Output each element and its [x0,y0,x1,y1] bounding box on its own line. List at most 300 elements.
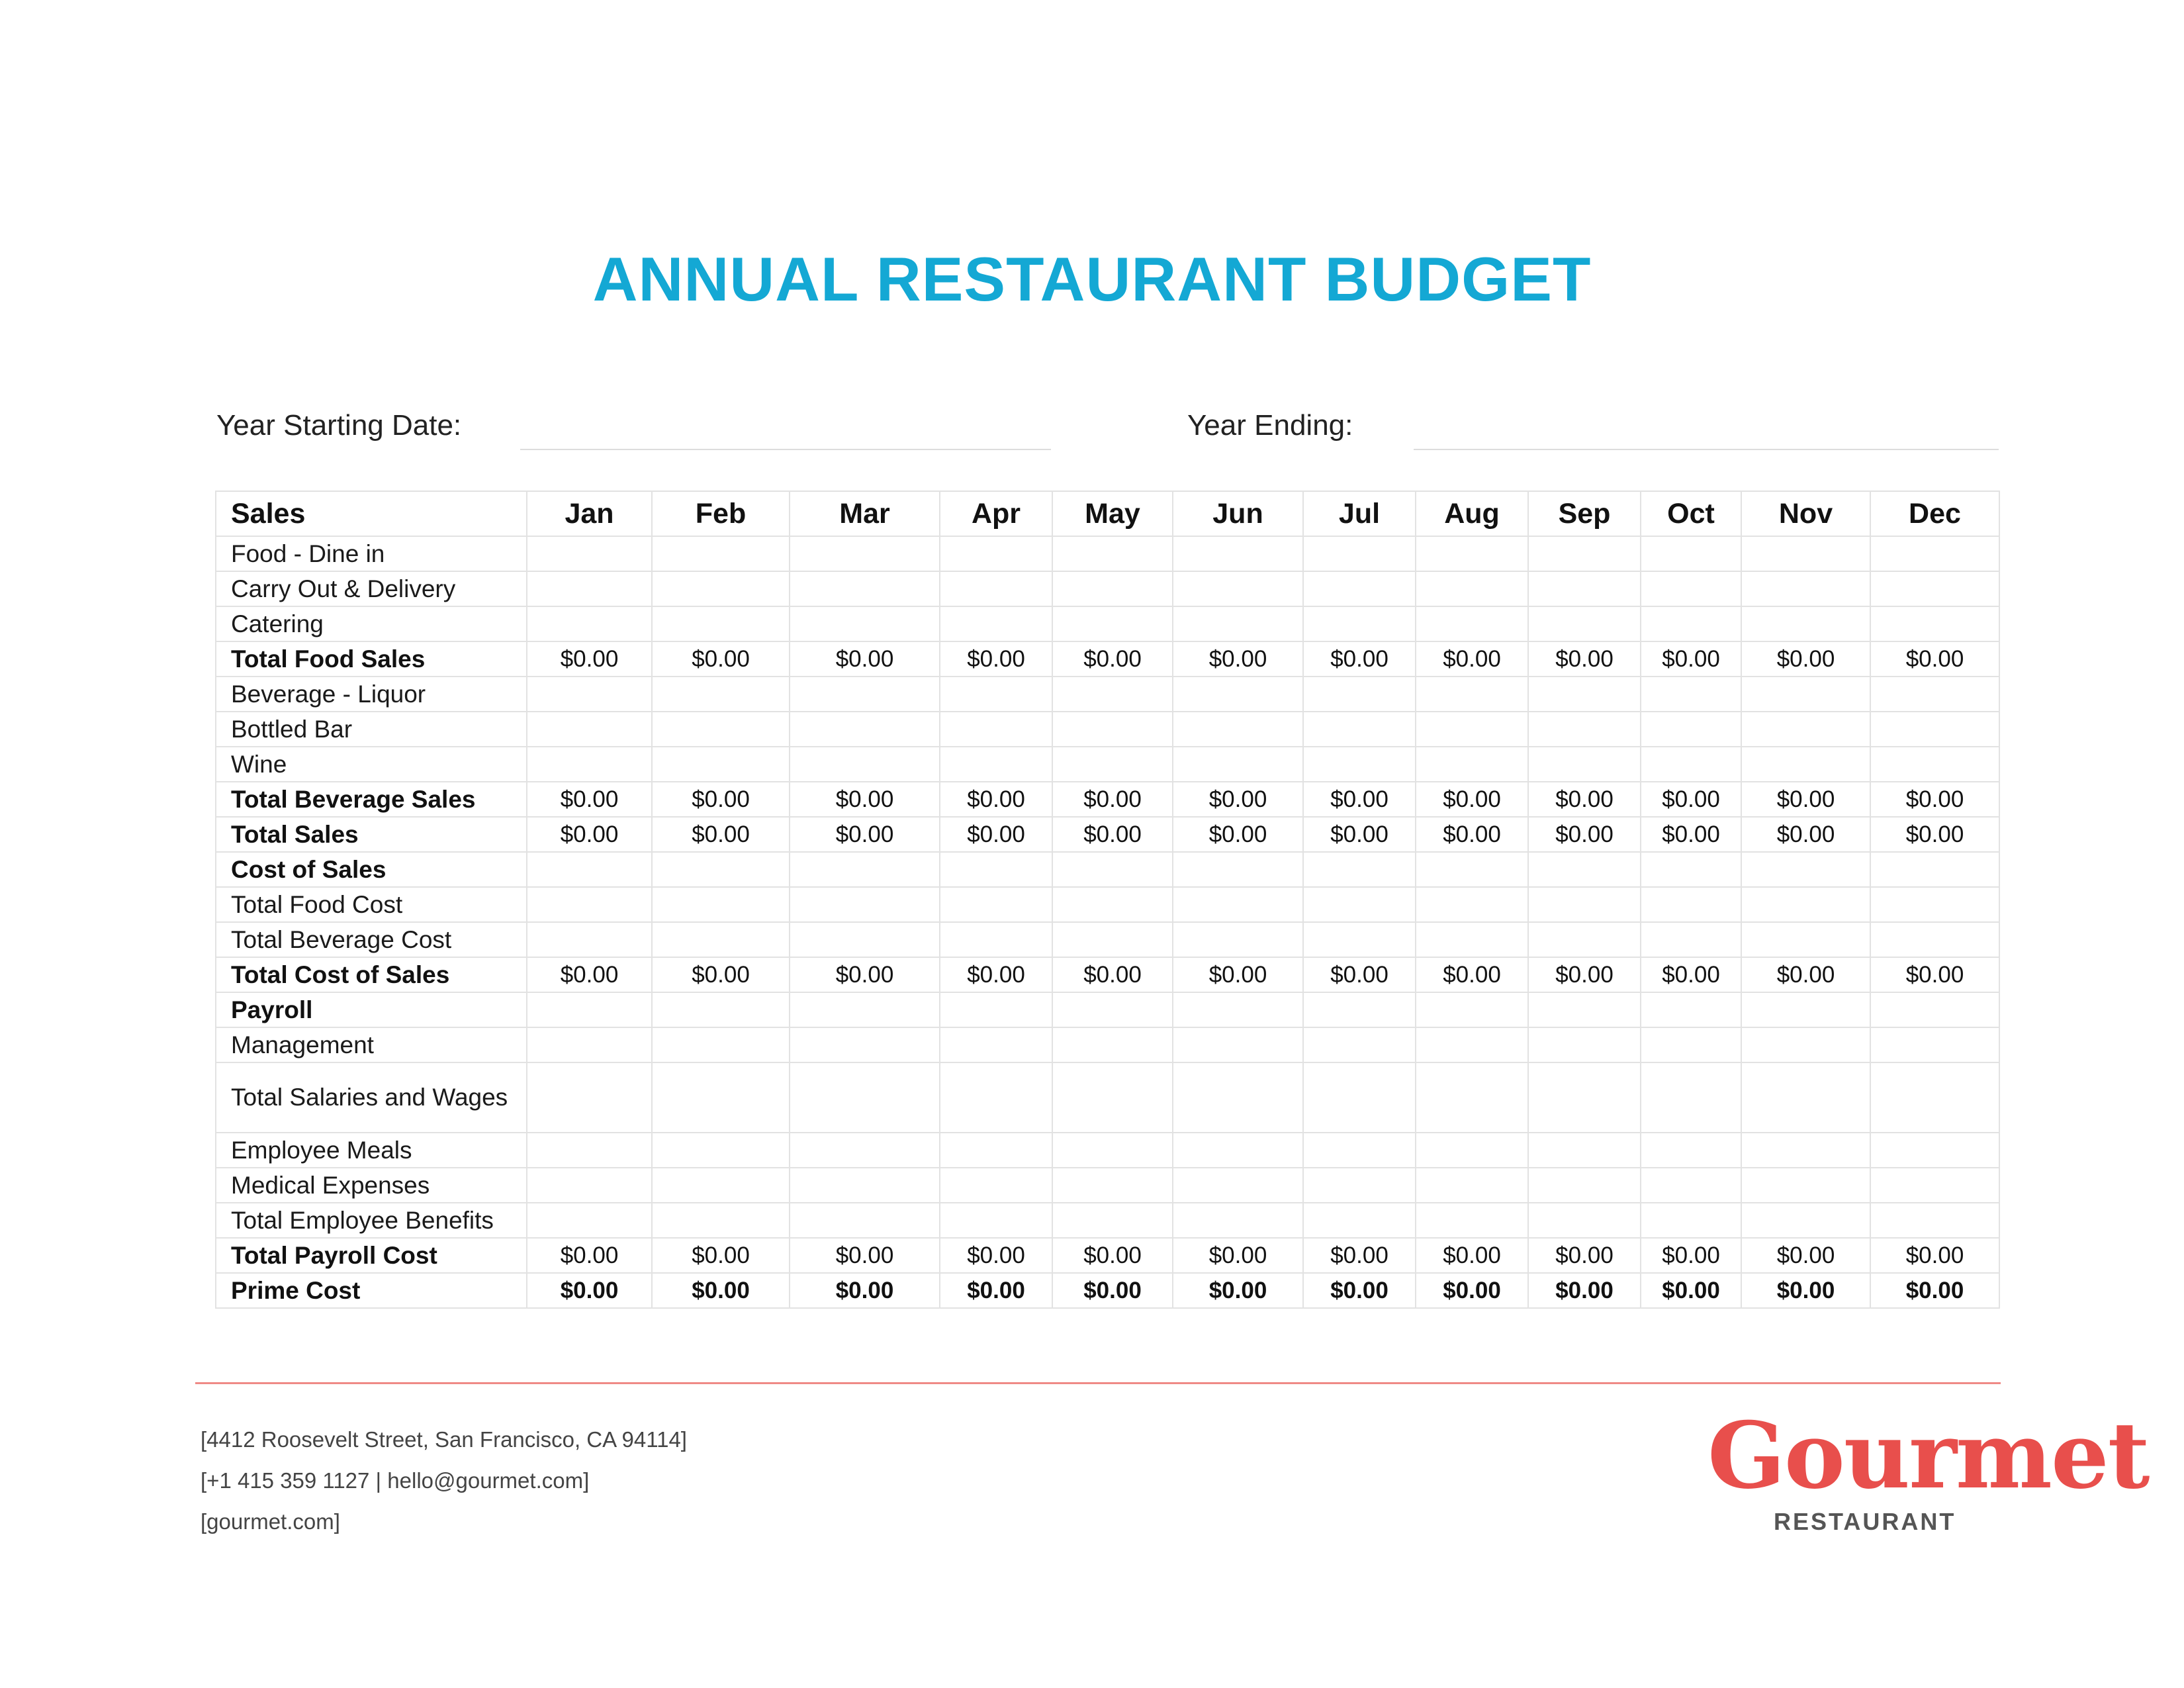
budget-cell[interactable] [1173,712,1303,747]
table-body [216,536,1999,1308]
budget-cell[interactable] [1052,1168,1173,1203]
footer-phone-email: [+1 415 359 1127 | hello@gourmet.com] [201,1468,590,1493]
budget-cell[interactable] [1416,1168,1528,1203]
budget-cell[interactable] [1052,1062,1173,1133]
budget-cell[interactable] [527,1027,652,1062]
budget-cell[interactable]: $0.00 [527,1238,652,1273]
budget-cell[interactable] [790,887,940,922]
budget-cell[interactable] [1528,712,1641,747]
budget-cell[interactable] [652,1168,790,1203]
budget-cell[interactable] [1528,1133,1641,1168]
row-label: Management [216,1027,527,1062]
budget-cell[interactable] [1416,1027,1528,1062]
budget-cell[interactable] [1641,1062,1741,1133]
budget-cell[interactable] [1528,1203,1641,1238]
budget-cell[interactable]: $0.00 [940,1238,1052,1273]
budget-cell[interactable] [652,747,790,782]
budget-cell[interactable]: $0.00 [527,817,652,852]
budget-cell[interactable]: $0.00 [1870,1238,1999,1273]
budget-cell[interactable] [1052,1027,1173,1062]
budget-cell[interactable] [1741,1203,1870,1238]
budget-cell[interactable] [940,536,1052,571]
budget-cell[interactable]: $0.00 [1870,817,1999,852]
budget-cell[interactable] [1052,992,1173,1027]
budget-cell[interactable]: $0.00 [1741,641,1870,677]
budget-cell[interactable] [1528,887,1641,922]
budget-cell[interactable] [1303,1203,1416,1238]
budget-cell[interactable] [1870,1203,1999,1238]
budget-cell[interactable] [1641,1203,1741,1238]
budget-cell[interactable] [1870,922,1999,957]
logo-gourmet: Gourmet [1707,1401,2149,1509]
budget-cell[interactable] [1641,571,1741,606]
budget-cell[interactable] [652,992,790,1027]
budget-cell[interactable] [1528,922,1641,957]
budget-cell[interactable]: $0.00 [790,782,940,817]
budget-cell[interactable]: $0.00 [1741,957,1870,992]
budget-cell[interactable]: $0.00 [1641,957,1741,992]
budget-cell[interactable] [1303,992,1416,1027]
budget-cell[interactable] [1173,606,1303,641]
budget-cell[interactable] [1416,677,1528,712]
row-label: Catering [216,606,527,641]
budget-cell[interactable]: $0.00 [652,1273,790,1308]
budget-cell[interactable]: $0.00 [1052,1238,1173,1273]
budget-cell[interactable] [1741,852,1870,887]
row-label: Beverage - Liquor [216,677,527,712]
budget-cell[interactable] [940,1027,1052,1062]
budget-cell[interactable]: $0.00 [1303,817,1416,852]
budget-cell[interactable]: $0.00 [940,782,1052,817]
budget-cell[interactable]: $0.00 [1416,641,1528,677]
budget-cell[interactable]: $0.00 [1528,641,1641,677]
budget-cell[interactable] [940,992,1052,1027]
budget-cell[interactable] [790,1062,940,1133]
budget-cell[interactable]: $0.00 [1416,817,1528,852]
logo-restaurant: RESTAURANT [1774,1508,1956,1535]
budget-cell[interactable]: $0.00 [1528,817,1641,852]
budget-cell[interactable] [1870,1027,1999,1062]
budget-cell[interactable] [527,712,652,747]
budget-cell[interactable] [1416,852,1528,887]
row-label: Total Sales [216,817,527,852]
budget-cell[interactable] [527,677,652,712]
budget-cell[interactable] [1741,536,1870,571]
budget-cell[interactable] [1641,992,1741,1027]
budget-cell[interactable] [527,852,652,887]
table-row [216,677,1999,712]
budget-cell[interactable] [1173,1133,1303,1168]
table-row [216,606,1999,641]
budget-cell[interactable] [1741,571,1870,606]
budget-cell[interactable]: $0.00 [1303,1273,1416,1308]
budget-cell[interactable] [527,1133,652,1168]
budget-cell[interactable] [1303,1168,1416,1203]
budget-cell[interactable] [1416,992,1528,1027]
budget-cell[interactable] [652,887,790,922]
budget-cell[interactable]: $0.00 [1741,782,1870,817]
header-month: Sep [1528,491,1641,536]
budget-cell[interactable] [1741,1027,1870,1062]
table-row [216,887,1999,922]
budget-cell[interactable] [1173,887,1303,922]
budget-cell[interactable]: $0.00 [1052,782,1173,817]
budget-cell[interactable] [1303,571,1416,606]
budget-cell[interactable] [790,571,940,606]
budget-cell[interactable] [1303,852,1416,887]
header-month: Jan [527,491,652,536]
budget-cell[interactable] [940,887,1052,922]
budget-cell[interactable] [1641,1133,1741,1168]
budget-cell[interactable] [1870,852,1999,887]
header-month: Jul [1303,491,1416,536]
budget-cell[interactable]: $0.00 [940,817,1052,852]
table-row [216,1027,1999,1062]
budget-cell[interactable] [1052,887,1173,922]
budget-cell[interactable]: $0.00 [1741,817,1870,852]
budget-cell[interactable] [790,606,940,641]
table-row [216,852,1999,887]
row-label: Total Employee Benefits [216,1203,527,1238]
budget-cell[interactable] [1173,1203,1303,1238]
header-month: May [1052,491,1173,536]
footer-address: [4412 Roosevelt Street, San Francisco, CA 94114] [201,1427,687,1452]
year-ending-field[interactable] [1414,449,1999,450]
budget-cell[interactable] [652,571,790,606]
footer-website: [gourmet.com] [201,1509,340,1534]
row-label: Total Beverage Cost [216,922,527,957]
budget-cell[interactable]: $0.00 [1173,641,1303,677]
row-label: Total Food Cost [216,887,527,922]
budget-cell[interactable] [1173,747,1303,782]
budget-cell[interactable] [1416,712,1528,747]
budget-cell[interactable] [1641,606,1741,641]
budget-cell[interactable] [790,1168,940,1203]
budget-cell[interactable] [1173,1062,1303,1133]
budget-cell[interactable] [1870,571,1999,606]
budget-cell[interactable] [790,1203,940,1238]
budget-cell[interactable] [940,712,1052,747]
budget-cell[interactable]: $0.00 [790,957,940,992]
budget-cell[interactable] [1870,1168,1999,1203]
row-label: Total Food Sales [216,641,527,677]
budget-cell[interactable]: $0.00 [652,1238,790,1273]
table-row [216,571,1999,606]
budget-cell[interactable] [940,1133,1052,1168]
header-month: Mar [790,491,940,536]
budget-cell[interactable]: $0.00 [1641,817,1741,852]
budget-cell[interactable] [1741,922,1870,957]
budget-cell[interactable] [1741,887,1870,922]
budget-cell[interactable] [1528,1168,1641,1203]
budget-cell[interactable] [1173,992,1303,1027]
budget-cell[interactable] [1741,1133,1870,1168]
budget-cell[interactable] [1641,1168,1741,1203]
budget-cell[interactable]: $0.00 [652,782,790,817]
budget-cell[interactable] [1173,677,1303,712]
budget-cell[interactable] [1741,747,1870,782]
budget-cell[interactable] [1052,606,1173,641]
budget-cell[interactable] [1641,922,1741,957]
budget-cell[interactable] [940,677,1052,712]
budget-cell[interactable] [1303,677,1416,712]
budget-cell[interactable] [1528,1027,1641,1062]
budget-cell[interactable]: $0.00 [1416,782,1528,817]
budget-cell[interactable]: $0.00 [1052,1273,1173,1308]
budget-cell[interactable]: $0.00 [1416,1238,1528,1273]
budget-cell[interactable]: $0.00 [1528,957,1641,992]
budget-cell[interactable] [1052,922,1173,957]
budget-cell[interactable] [652,922,790,957]
budget-cell[interactable]: $0.00 [1052,641,1173,677]
budget-cell[interactable] [1741,992,1870,1027]
budget-cell[interactable] [1870,712,1999,747]
budget-cell[interactable] [1173,536,1303,571]
budget-cell[interactable] [1416,571,1528,606]
row-label: Total Salaries and Wages [216,1062,527,1133]
budget-cell[interactable] [1416,922,1528,957]
budget-cell[interactable] [1173,1027,1303,1062]
table-row [216,817,1999,852]
budget-cell[interactable] [790,1027,940,1062]
budget-cell[interactable]: $0.00 [1173,782,1303,817]
budget-cell[interactable] [1870,677,1999,712]
budget-cell[interactable] [940,606,1052,641]
budget-cell[interactable]: $0.00 [1741,1238,1870,1273]
budget-cell[interactable] [1416,1062,1528,1133]
budget-cell[interactable] [1528,992,1641,1027]
header-month: Nov [1741,491,1870,536]
budget-cell[interactable] [527,606,652,641]
budget-cell[interactable] [1052,677,1173,712]
budget-cell[interactable] [1870,606,1999,641]
budget-cell[interactable] [1173,571,1303,606]
budget-cell[interactable]: $0.00 [790,641,940,677]
budget-cell[interactable] [1528,677,1641,712]
budget-cell[interactable]: $0.00 [1528,1273,1641,1308]
budget-cell[interactable] [940,852,1052,887]
budget-cell[interactable] [1303,536,1416,571]
budget-cell[interactable] [1052,852,1173,887]
budget-cell[interactable]: $0.00 [652,817,790,852]
row-label: Employee Meals [216,1133,527,1168]
budget-cell[interactable] [940,1062,1052,1133]
budget-cell[interactable] [652,1203,790,1238]
budget-cell[interactable] [652,1062,790,1133]
budget-cell[interactable] [1416,1133,1528,1168]
budget-cell[interactable] [790,922,940,957]
header-month: Feb [652,491,790,536]
budget-cell[interactable]: $0.00 [1303,782,1416,817]
budget-cell[interactable] [1870,536,1999,571]
table-row [216,1168,1999,1203]
budget-cell[interactable]: $0.00 [1641,782,1741,817]
header-month: Dec [1870,491,1999,536]
budget-cell[interactable] [1641,887,1741,922]
budget-cell[interactable] [940,922,1052,957]
budget-cell[interactable]: $0.00 [1173,1238,1303,1273]
budget-cell[interactable] [527,747,652,782]
budget-cell[interactable] [1052,747,1173,782]
budget-cell[interactable] [1416,606,1528,641]
budget-cell[interactable] [527,1203,652,1238]
budget-cell[interactable] [1641,852,1741,887]
budget-cell[interactable]: $0.00 [527,782,652,817]
budget-cell[interactable]: $0.00 [1528,782,1641,817]
budget-cell[interactable] [790,992,940,1027]
budget-cell[interactable] [1741,606,1870,641]
budget-cell[interactable] [1528,571,1641,606]
budget-cell[interactable]: $0.00 [940,1273,1052,1308]
budget-cell[interactable] [1641,1027,1741,1062]
budget-cell[interactable]: $0.00 [1528,1238,1641,1273]
budget-cell[interactable] [527,571,652,606]
budget-cell[interactable]: $0.00 [1173,957,1303,992]
budget-cell[interactable] [1303,1027,1416,1062]
budget-cell[interactable] [527,1168,652,1203]
budget-cell[interactable] [1173,852,1303,887]
budget-cell[interactable]: $0.00 [527,1273,652,1308]
budget-cell[interactable] [527,887,652,922]
budget-cell[interactable]: $0.00 [652,641,790,677]
budget-cell[interactable] [652,852,790,887]
budget-cell[interactable] [1416,536,1528,571]
header-month: Jun [1173,491,1303,536]
year-starting-label: Year Starting Date: [216,409,462,442]
budget-cell[interactable] [790,536,940,571]
budget-cell[interactable]: $0.00 [1641,1238,1741,1273]
budget-cell[interactable]: $0.00 [1303,641,1416,677]
budget-cell[interactable]: $0.00 [1870,782,1999,817]
budget-cell[interactable]: $0.00 [1052,957,1173,992]
budget-cell[interactable] [790,747,940,782]
budget-cell[interactable]: $0.00 [940,957,1052,992]
budget-cell[interactable] [1741,712,1870,747]
budget-cell[interactable]: $0.00 [790,1238,940,1273]
budget-cell[interactable] [1052,571,1173,606]
budget-cell[interactable] [1870,1062,1999,1133]
budget-cell[interactable] [1641,712,1741,747]
budget-cell[interactable] [1641,536,1741,571]
table-row [216,782,1999,817]
budget-cell[interactable] [1303,1062,1416,1133]
budget-cell[interactable] [1052,712,1173,747]
budget-cell[interactable] [1641,677,1741,712]
budget-cell[interactable] [1303,887,1416,922]
budget-cell[interactable] [1416,1203,1528,1238]
budget-cell[interactable] [527,536,652,571]
budget-cell[interactable] [652,677,790,712]
budget-cell[interactable] [1870,992,1999,1027]
budget-cell[interactable] [1741,1062,1870,1133]
budget-cell[interactable] [1303,922,1416,957]
budget-cell[interactable]: $0.00 [1303,1238,1416,1273]
budget-cell[interactable]: $0.00 [940,641,1052,677]
budget-cell[interactable] [940,747,1052,782]
budget-cell[interactable] [1870,887,1999,922]
budget-cell[interactable] [527,992,652,1027]
budget-cell[interactable] [1416,887,1528,922]
budget-cell[interactable] [652,606,790,641]
budget-cell[interactable]: $0.00 [1416,1273,1528,1308]
table-row [216,957,1999,992]
budget-cell[interactable] [1528,852,1641,887]
table-row [216,1273,1999,1308]
budget-cell[interactable]: $0.00 [790,817,940,852]
budget-cell[interactable] [1052,1133,1173,1168]
budget-cell[interactable] [1416,747,1528,782]
budget-cell[interactable]: $0.00 [1303,957,1416,992]
budget-cell[interactable] [652,1133,790,1168]
budget-cell[interactable] [1870,1133,1999,1168]
budget-cell[interactable] [527,1062,652,1133]
year-starting-field[interactable] [520,449,1051,450]
budget-cell[interactable] [1303,712,1416,747]
budget-cell[interactable] [1173,1168,1303,1203]
budget-cell[interactable] [1741,677,1870,712]
footer-divider [195,1382,2001,1384]
budget-cell[interactable] [1528,536,1641,571]
budget-cell[interactable] [1303,1133,1416,1168]
budget-cell[interactable] [1641,747,1741,782]
budget-cell[interactable] [652,712,790,747]
row-label: Payroll [216,992,527,1027]
budget-cell[interactable] [652,1027,790,1062]
budget-cell[interactable] [1052,1203,1173,1238]
budget-cell[interactable]: $0.00 [1173,1273,1303,1308]
budget-cell[interactable] [790,712,940,747]
budget-cell[interactable] [1173,922,1303,957]
budget-cell[interactable]: $0.00 [1741,1273,1870,1308]
budget-cell[interactable] [1528,747,1641,782]
budget-cell[interactable] [1528,606,1641,641]
budget-cell[interactable] [1741,1168,1870,1203]
budget-cell[interactable]: $0.00 [527,641,652,677]
budget-cell[interactable] [1303,606,1416,641]
budget-cell[interactable]: $0.00 [1870,641,1999,677]
budget-cell[interactable]: $0.00 [1052,817,1173,852]
row-label: Carry Out & Delivery [216,571,527,606]
budget-cell[interactable]: $0.00 [1416,957,1528,992]
budget-cell[interactable]: $0.00 [527,957,652,992]
budget-cell[interactable] [1303,747,1416,782]
budget-cell[interactable]: $0.00 [1173,817,1303,852]
budget-cell[interactable]: $0.00 [1641,1273,1741,1308]
header-sales: Sales [216,491,527,536]
budget-cell[interactable] [1870,747,1999,782]
budget-cell[interactable]: $0.00 [1641,641,1741,677]
budget-cell[interactable]: $0.00 [1870,1273,1999,1308]
budget-cell[interactable]: $0.00 [652,957,790,992]
budget-cell[interactable]: $0.00 [1870,957,1999,992]
table-row [216,641,1999,677]
budget-table [215,491,2000,1309]
budget-cell[interactable] [652,536,790,571]
budget-cell[interactable] [1528,1062,1641,1133]
budget-cell[interactable] [940,1203,1052,1238]
row-label: Total Beverage Sales [216,782,527,817]
row-label: Total Cost of Sales [216,957,527,992]
budget-cell[interactable] [790,1133,940,1168]
budget-cell[interactable] [940,571,1052,606]
budget-cell[interactable] [790,852,940,887]
budget-cell[interactable] [790,677,940,712]
table-row [216,1238,1999,1273]
budget-cell[interactable]: $0.00 [790,1273,940,1308]
budget-cell[interactable] [1052,536,1173,571]
budget-cell[interactable] [940,1168,1052,1203]
budget-cell[interactable] [527,922,652,957]
